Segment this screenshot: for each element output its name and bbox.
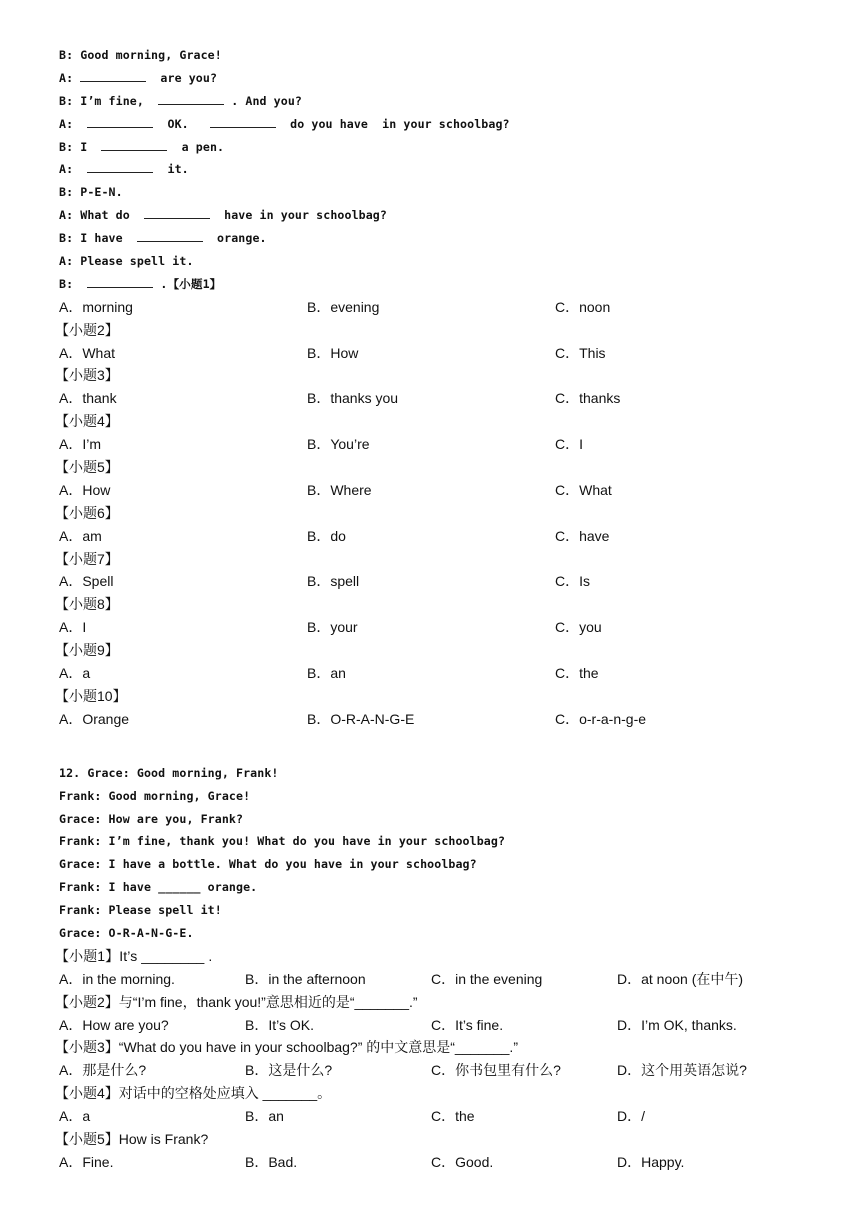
option-b[interactable]: B．Where	[307, 481, 372, 498]
option-b[interactable]: B．thanks you	[307, 390, 399, 407]
option-a[interactable]: A．Fine.	[59, 1153, 114, 1170]
dialogue-text: B: P-E-N.	[59, 185, 123, 200]
dialogue-line	[59, 273, 839, 296]
option-b[interactable]: B．an	[245, 1108, 284, 1125]
question-stem: 【小题1】It’s ________ .	[55, 947, 213, 964]
dialogue-line: Frank: Please spell it!	[59, 903, 222, 918]
options-row	[59, 708, 839, 731]
option-c[interactable]: C．in the evening	[431, 970, 543, 987]
dialogue-text: B: I have	[59, 231, 137, 246]
dialogue-text: B:	[59, 276, 88, 291]
question-label: 【小题5】	[55, 459, 119, 476]
option-c[interactable]: C．What	[555, 481, 612, 498]
option-c[interactable]: C．Is	[555, 573, 590, 590]
dialogue-line	[59, 44, 839, 67]
option-b[interactable]: B．这是什么?	[245, 1062, 333, 1079]
question-stem: 【小题3】“What do you have in your schoolbag?” 的中文意思是“_______.”	[55, 1039, 518, 1056]
question-stem: 【小题4】对话中的空格处应填入 _______。	[55, 1085, 332, 1102]
part2-questions	[55, 945, 839, 1174]
answer-blank[interactable]	[210, 115, 276, 128]
option-b[interactable]: B．How	[307, 344, 359, 361]
dialogue-text: a pen.	[167, 139, 225, 154]
answer-blank[interactable]	[87, 275, 153, 288]
option-b[interactable]: B．an	[307, 665, 346, 682]
option-d[interactable]: D．/	[617, 1108, 645, 1125]
dialogue-line	[59, 181, 839, 204]
options-row	[59, 1059, 839, 1082]
option-d[interactable]: D．I’m OK, thanks.	[617, 1016, 737, 1033]
dialogue-text: B: I	[59, 139, 102, 154]
answer-blank[interactable]	[144, 206, 210, 219]
option-a[interactable]: A．那是什么?	[59, 1062, 147, 1079]
options-row	[59, 433, 839, 456]
options-row	[59, 662, 839, 685]
option-c[interactable]: C．I	[555, 436, 583, 453]
options-row	[59, 616, 839, 639]
options-row	[59, 570, 839, 593]
dialogue-text: are you?	[146, 70, 218, 85]
worksheet-page	[55, 44, 839, 1174]
dialogue-line	[59, 67, 839, 90]
dialogue-line: 12. Grace: Good morning, Frank!	[59, 765, 279, 780]
option-b[interactable]: B．spell	[307, 573, 360, 590]
option-c[interactable]: C．Good.	[431, 1153, 494, 1170]
option-b[interactable]: B．You’re	[307, 436, 370, 453]
option-a[interactable]: A．I	[59, 619, 87, 636]
dialogue-text: A:	[59, 70, 81, 85]
answer-blank[interactable]	[101, 138, 167, 151]
options-row	[59, 525, 839, 548]
dialogue-line	[59, 113, 839, 136]
options-row	[59, 1105, 839, 1128]
option-c[interactable]: C．have	[555, 527, 610, 544]
dialogue-text: A:	[59, 116, 88, 131]
dialogue-line: Grace: I have a bottle. What do you have in your schoolbag?	[59, 857, 477, 872]
option-c[interactable]: C．o-r-a-n-g-e	[555, 710, 647, 727]
option-a[interactable]: A．How are you?	[59, 1016, 169, 1033]
question-label: 【小题8】	[55, 596, 119, 613]
option-c[interactable]: C．the	[431, 1108, 475, 1125]
question-stem: 【小题2】与“I’m fine，thank you!”意思相近的是“_______.”	[55, 993, 418, 1010]
options-row	[59, 342, 839, 365]
dialogue-text: OK.	[153, 116, 210, 131]
dialogue-text: .【小题1】	[153, 276, 222, 291]
options-row	[59, 1151, 839, 1174]
dialogue-line: Grace: O-R-A-N-G-E.	[59, 925, 194, 940]
question-label: 【小题7】	[55, 550, 119, 567]
option-c[interactable]: C．你书包里有什么?	[431, 1062, 561, 1079]
options-row	[59, 387, 839, 410]
options-row	[59, 479, 839, 502]
dialogue-text: orange.	[202, 231, 267, 246]
dialogue-line	[59, 204, 839, 227]
dialogue-line: Frank: I have ______ orange.	[59, 880, 258, 895]
question-label: 【小题9】	[55, 642, 119, 659]
option-a[interactable]: A．How	[59, 481, 111, 498]
option-a[interactable]: A．Orange	[59, 710, 130, 727]
dialogue-text: A: What do	[59, 208, 144, 223]
dialogue-text: it.	[153, 162, 189, 177]
option-b[interactable]: B．It’s OK.	[245, 1016, 314, 1033]
option-a[interactable]: A．am	[59, 527, 102, 544]
dialogue-line	[59, 250, 839, 273]
dialogue-line	[59, 136, 839, 159]
dialogue-line: Frank: I’m fine, thank you! What do you have in your schoolbag?	[59, 834, 506, 849]
option-c[interactable]: C．the	[555, 665, 599, 682]
option-a[interactable]: A．What	[59, 344, 116, 361]
option-d[interactable]: D．Happy.	[617, 1153, 685, 1170]
dialogue-line: Frank: Good morning, Grace!	[59, 788, 251, 803]
dialogue-line	[59, 158, 839, 181]
question-label: 【小题6】	[55, 504, 119, 521]
question-label: 【小题10】	[55, 687, 127, 704]
answer-blank[interactable]	[87, 160, 153, 173]
option-b[interactable]: B．in the afternoon	[245, 970, 366, 987]
answer-blank[interactable]	[137, 229, 203, 242]
part1-dialogue	[59, 44, 839, 296]
option-a[interactable]: A．a	[59, 1108, 91, 1125]
option-a[interactable]: A．thank	[59, 390, 117, 407]
option-b[interactable]: B．O-R-A-N-G-E	[307, 710, 415, 727]
option-a[interactable]: A．Spell	[59, 573, 114, 590]
part1-questions	[55, 296, 839, 731]
dialogue-line	[59, 90, 839, 113]
dialogue-line	[59, 227, 839, 250]
option-b[interactable]: B．your	[307, 619, 358, 636]
dialogue-line: Grace: How are you, Frank?	[59, 811, 244, 826]
question-label: 【小题2】	[55, 321, 119, 338]
dialogue-text: A:	[59, 162, 88, 177]
options-row	[59, 1014, 839, 1037]
part2-dialogue	[59, 762, 839, 945]
option-a[interactable]: A．morning	[59, 298, 133, 315]
option-c[interactable]: C．you	[555, 619, 602, 636]
dialogue-text: B: I’m fine,	[59, 93, 159, 108]
option-d[interactable]: D．at noon (在中午)	[617, 970, 744, 987]
section-gap	[59, 731, 839, 762]
question-label: 【小题4】	[55, 413, 119, 430]
option-b[interactable]: B．do	[307, 527, 346, 544]
option-c[interactable]: C．It’s fine.	[431, 1016, 504, 1033]
answer-blank[interactable]	[158, 92, 224, 105]
dialogue-text: have in your schoolbag?	[209, 208, 387, 223]
option-c[interactable]: C．noon	[555, 298, 611, 315]
question-label: 【小题3】	[55, 367, 119, 384]
dialogue-text: B: Good morning, Grace!	[59, 48, 222, 62]
answer-blank[interactable]	[80, 69, 146, 82]
option-b[interactable]: B．evening	[307, 298, 380, 315]
question-stem: 【小题5】How is Frank?	[55, 1130, 209, 1147]
options-row	[59, 296, 839, 319]
dialogue-text: . And you?	[224, 93, 303, 108]
option-c[interactable]: C．thanks	[555, 390, 621, 407]
dialogue-text: do you have in your schoolbag?	[275, 116, 510, 131]
option-d[interactable]: D．这个用英语怎说?	[617, 1062, 747, 1079]
option-a[interactable]: A．a	[59, 665, 91, 682]
answer-blank[interactable]	[87, 115, 153, 128]
options-row	[59, 968, 839, 991]
option-c[interactable]: C．This	[555, 344, 606, 361]
option-b[interactable]: B．Bad.	[245, 1153, 298, 1170]
option-a[interactable]: A．I’m	[59, 436, 101, 453]
dialogue-text: A: Please spell it.	[59, 254, 194, 269]
option-a[interactable]: A．in the morning.	[59, 970, 175, 987]
